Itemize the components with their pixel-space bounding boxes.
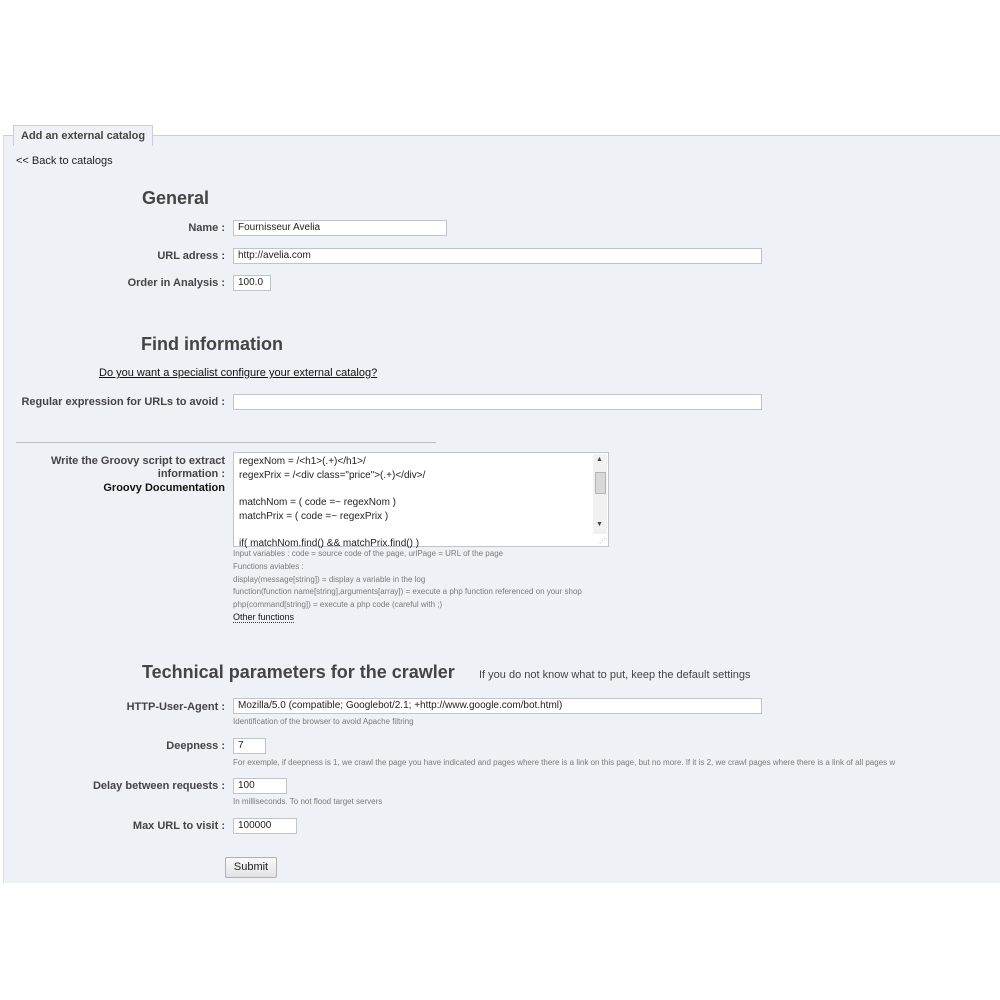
groovy-hint-4: php(command[string]) = execute a php code (careful with ;) [233, 600, 443, 609]
delay-input[interactable]: 100 [233, 778, 287, 794]
groovy-label-line2: information : [157, 468, 225, 480]
regex-input[interactable] [233, 394, 762, 410]
name-input[interactable]: Fournisseur Avelia [233, 220, 447, 236]
max-url-input[interactable]: 100000 [233, 818, 297, 834]
other-functions-link[interactable]: Other functions [233, 612, 295, 622]
max-url-label: Max URL to visit : [132, 820, 225, 832]
crawler-subtitle: If you do not know what to put, keep the default settings [479, 669, 751, 681]
groovy-script-textarea[interactable] [233, 452, 609, 550]
groovy-script-text: regexNom = /<h1>(.+)</h1>/ regexPrix = /<div class="price">(.+)</div>/ matchNom = ( code =~ regexNom ) matchPrix = ( code =~ regexPrix ) if( matchNom.find() && matchPrix.find() ) [239, 456, 426, 550]
textarea-scrollbar[interactable] [593, 454, 607, 534]
deepness-input[interactable]: 7 [233, 738, 266, 754]
general-heading: General [142, 188, 210, 208]
name-label: Name : [188, 222, 225, 234]
delay-label: Delay between requests : [92, 780, 225, 792]
crawler-heading: Technical parameters for the crawler [142, 662, 455, 682]
url-input[interactable]: http://avelia.com [233, 248, 762, 264]
user-agent-input[interactable]: Mozilla/5.0 (compatible; Googlebot/2.1; +http://www.google.com/bot.html) [233, 698, 762, 714]
section-divider [16, 442, 436, 443]
user-agent-label: HTTP-User-Agent : [126, 701, 225, 713]
deepness-hint: For exemple, if deepness is 1, we crawl the page you have indicated and pages where there is a link on this page, but no more. If it is 2, we crawl pages where there is a link of all pages w [233, 758, 896, 767]
order-label: Order in Analysis : [127, 277, 225, 289]
scroll-thumb[interactable] [595, 472, 606, 494]
groovy-hint-1: Functions aviables : [233, 562, 304, 571]
groovy-hint-3: function(function name[string],arguments[array]) = execute a php function referenced on your shop [233, 587, 582, 596]
submit-button[interactable]: Submit [225, 857, 277, 878]
user-agent-hint: Identification of the browser to avoid Apache filtring [233, 717, 414, 726]
deepness-label: Deepness : [166, 740, 225, 752]
url-label: URL adress : [157, 250, 225, 262]
regex-label: Regular expression for URLs to avoid : [21, 396, 225, 408]
panel-legend: Add an external catalog [13, 125, 153, 146]
order-input[interactable]: 100.0 [233, 275, 271, 291]
groovy-documentation-link[interactable]: Groovy Documentation [103, 482, 225, 494]
groovy-hint-0: Input variables : code = source code of the page, urlPage = URL of the page [233, 549, 504, 558]
groovy-hint-2: display(message[string]) = display a variable in the log [233, 575, 426, 584]
back-to-catalogs-link[interactable]: << Back to catalogs [16, 155, 113, 167]
find-information-heading: Find information [141, 334, 283, 354]
scroll-down-icon[interactable]: ▼ [596, 521, 603, 528]
delay-hint: In milliseconds. To not flood target servers [233, 797, 383, 806]
resize-handle-icon[interactable]: ⋰ [599, 538, 606, 545]
specialist-link[interactable]: Do you want a specialist configure your external catalog? [99, 367, 378, 379]
groovy-label-line1: Write the Groovy script to extract [50, 455, 225, 467]
scroll-up-icon[interactable]: ▲ [596, 456, 603, 463]
